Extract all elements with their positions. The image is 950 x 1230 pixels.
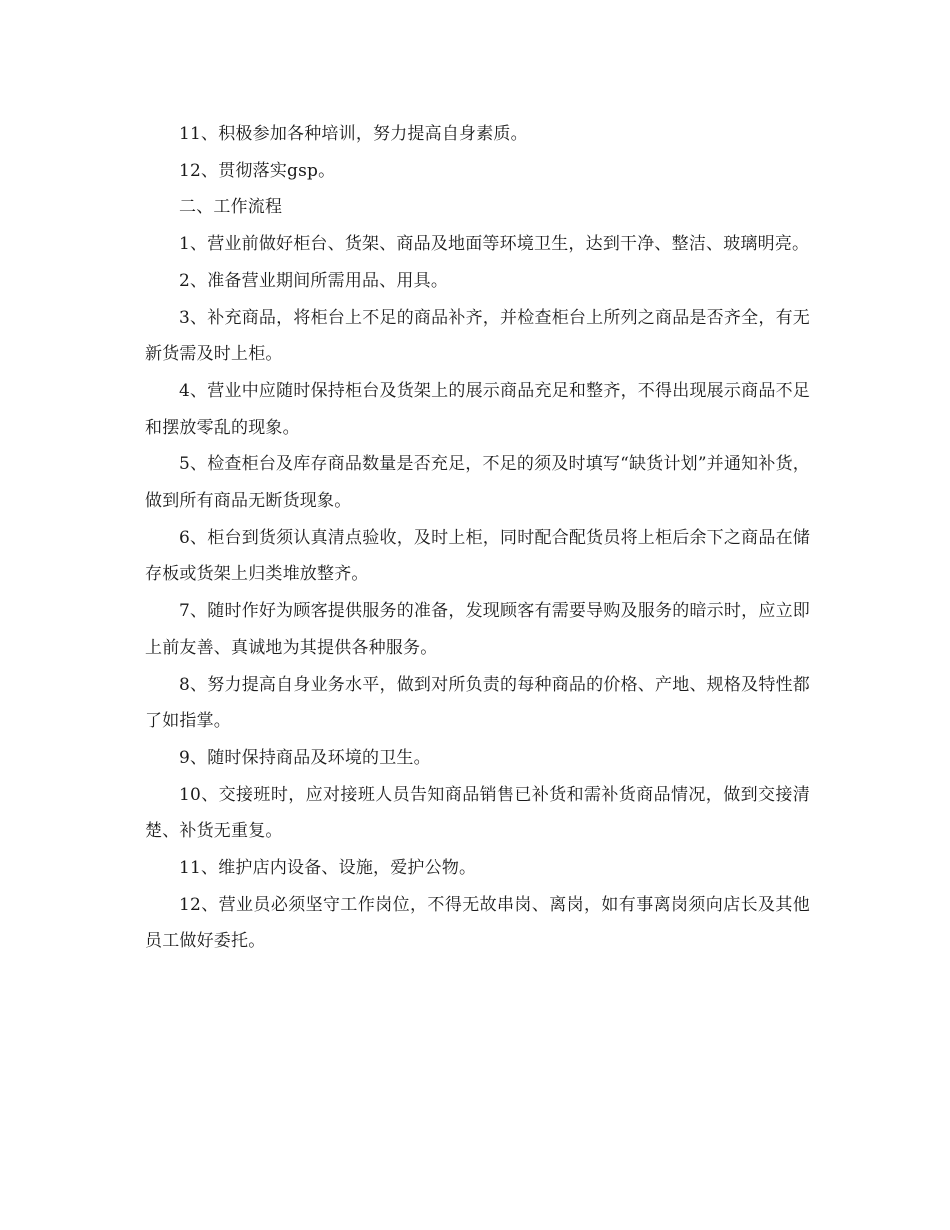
paragraph-step-9: 9、随时保持商品及环境的卫生。 bbox=[179, 747, 431, 768]
paragraph-step-2: 2、准备营业期间所需用品、用具。 bbox=[179, 270, 449, 291]
paragraph-duty-11-training: 11、积极参加各种培训，努力提高自身素质。 bbox=[179, 124, 528, 144]
section-heading-workflow: 二、工作流程 bbox=[179, 197, 283, 218]
paragraph-step-5: 5、检查柜台及库存商品数量是否充足，不足的须及时填写“缺货计划”并通知补货，做到所有商品无断货现象。 bbox=[145, 454, 810, 512]
paragraph-duty-12-gsp: 12、贯彻落实gsp。 bbox=[179, 160, 336, 181]
paragraph-step-3: 3、补充商品，将柜台上不足的商品补齐，并检查柜台上所列之商品是否齐全，有无新货需及时上柜。 bbox=[145, 307, 810, 365]
paragraph-step-7: 7、随时作好为顾客提供服务的准备，发现顾客有需要导购及服务的暗示时，应立即上前友善、真诚地为其提供各种服务。 bbox=[145, 601, 810, 658]
paragraph-step-4: 4、营业中应随时保持柜台及货架上的展示商品充足和整齐，不得出现展示商品不足和摆放零乱的现象。 bbox=[145, 380, 810, 438]
document-body bbox=[145, 116, 810, 960]
paragraph-step-12: 12、营业员必须坚守工作岗位，不得无故串岗、离岗，如有事离岗须向店长及其他员工做好委托。 bbox=[145, 894, 810, 952]
paragraph-step-8: 8、努力提高自身业务水平，做到对所负责的每种商品的价格、产地、规格及特性都了如指掌。 bbox=[145, 674, 810, 732]
paragraph-step-1: 1、营业前做好柜台、货架、商品及地面等环境卫生，达到干净、整洁、玻璃明亮。 bbox=[179, 234, 810, 255]
paragraph-step-10: 10、交接班时，应对接班人员告知商品销售已补货和需补货商品情况，做到交接清楚、补货无重复。 bbox=[145, 784, 810, 842]
paragraph-step-6: 6、柜台到货须认真清点验收，及时上柜，同时配合配货员将上柜后余下之商品在储存板或货架上归类堆放整齐。 bbox=[145, 527, 810, 585]
paragraph-step-11: 11、维护店内设备、设施，爱护公物。 bbox=[179, 858, 477, 879]
